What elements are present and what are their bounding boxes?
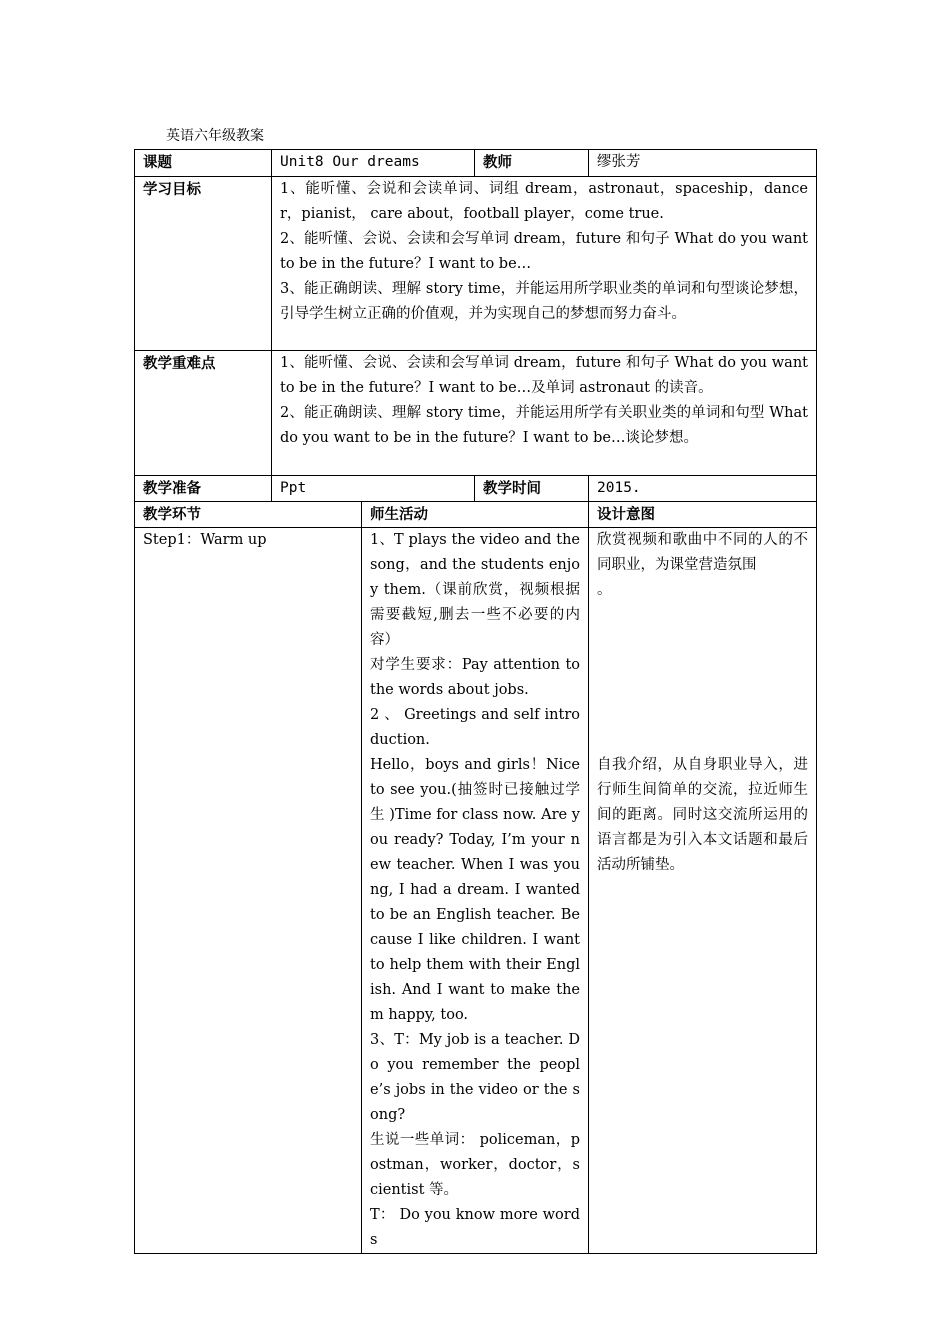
prep-label: 教学准备 bbox=[135, 476, 272, 502]
activity-header: 师生活动 bbox=[362, 502, 589, 528]
time-label: 教学时间 bbox=[475, 476, 589, 502]
key-point-item: 1、能听懂、会说、会读和会写单词 dream，future 和句子 What do you want to be in the future？I want to be…及单词 astronaut 的读音。 bbox=[280, 355, 808, 396]
prep-value: Ppt bbox=[272, 476, 475, 502]
objectives-content bbox=[272, 177, 817, 351]
topic-row bbox=[135, 150, 817, 177]
intent-header: 设计意图 bbox=[589, 502, 817, 528]
intent-paragraph: 。 bbox=[597, 582, 612, 598]
objective-item: 3、能正确朗读、理解 story time，并能运用所学职业类的单词和句型谈论梦想，引导学生树立正确的价值观，并为实现自己的梦想而努力奋斗。 bbox=[280, 281, 808, 322]
prep-row bbox=[135, 476, 817, 502]
activity-paragraph: T： Do you know more words bbox=[370, 1207, 580, 1248]
objective-item: 2、能听懂、会说、会读和会写单词 dream，future 和句子 What do you want to be in the future？I want to be… bbox=[280, 231, 808, 272]
intent-spacer bbox=[597, 603, 808, 753]
objectives-row bbox=[135, 177, 817, 351]
stage-header: 教学环节 bbox=[135, 502, 362, 528]
key-points-label: 教学重难点 bbox=[135, 351, 272, 476]
column-header-row bbox=[135, 502, 817, 528]
intent-paragraph: 自我介绍，从自身职业导入，进行师生间简单的交流，拉近师生间的距离。同时这交流所运用的语言都是为引入本文话题和最后活动所铺垫。 bbox=[597, 757, 808, 873]
topic-value: Unit8 Our dreams bbox=[272, 150, 475, 177]
activity-paragraph: 生说一些单词： policeman，postman，worker，doctor，scientist 等。 bbox=[370, 1132, 580, 1198]
step1-intent bbox=[589, 528, 817, 1254]
activity-paragraph: 1、T plays the video and the song，and the students enjoy them.（课前欣赏，视频根据需要截短,删去一些不必要的内容） bbox=[370, 532, 580, 648]
step1-activity bbox=[362, 528, 589, 1254]
activity-paragraph: Hello，boys and girls！Nice to see you.(抽签时已接触过学生 )Time for class now. Are you ready? Today, I’m your new teacher. When I was young, I had a dream. I wanted to be an English teacher. Because I like children. I want to help them with their English. And I want to make them happy, too. bbox=[370, 757, 580, 1023]
objective-item: 1、能听懂、会说和会读单词、词组 dream，astronaut，spaceship，dancer，pianist， care about，football player，come true. bbox=[280, 181, 808, 222]
objectives-label: 学习目标 bbox=[135, 177, 272, 351]
key-points-row bbox=[135, 351, 817, 476]
intent-paragraph: 欣赏视频和歌曲中不同的人的不同职业，为课堂营造氛围 bbox=[597, 532, 808, 573]
activity-paragraph: 对学生要求：Pay attention to the words about jobs. bbox=[370, 657, 580, 698]
time-value: 2015. bbox=[589, 476, 817, 502]
document-header: 英语六年级教案 bbox=[166, 128, 264, 144]
key-points-content bbox=[272, 351, 817, 476]
activity-paragraph: 2 、 Greetings and self introduction. bbox=[370, 707, 580, 748]
teacher-value: 缪张芳 bbox=[589, 150, 817, 177]
teacher-label: 教师 bbox=[475, 150, 589, 177]
step1-stage: Step1：Warm up bbox=[135, 528, 362, 1254]
key-point-item: 2、能正确朗读、理解 story time，并能运用所学有关职业类的单词和句型 What do you want to be in the future？I want to be…谈论梦想。 bbox=[280, 405, 808, 446]
lesson-plan-table bbox=[134, 149, 817, 1254]
step1-row bbox=[135, 528, 817, 1254]
topic-label: 课题 bbox=[135, 150, 272, 177]
activity-paragraph: 3、T：My job is a teacher. Do you remember the people’s jobs in the video or the song? bbox=[370, 1032, 580, 1123]
